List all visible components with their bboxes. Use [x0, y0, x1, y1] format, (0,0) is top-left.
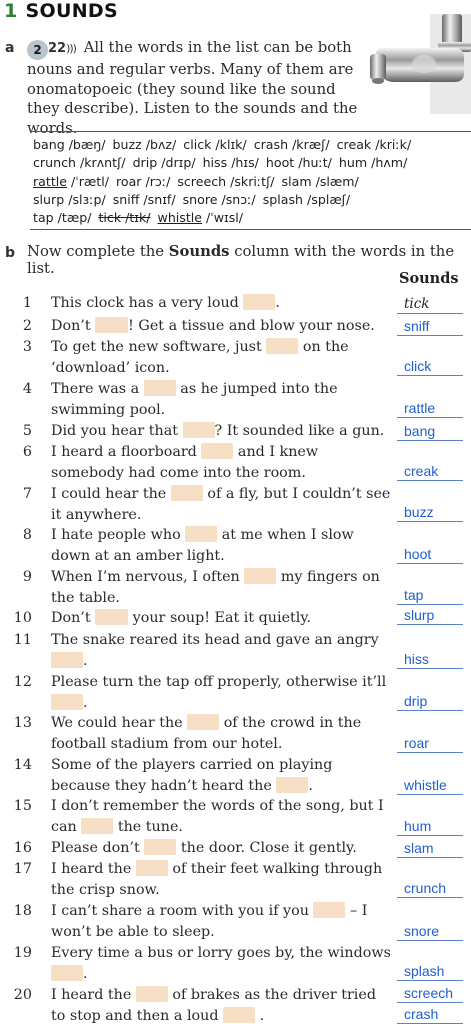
word-list-entry: [113, 137, 177, 152]
answer-gap[interactable]: [183, 422, 215, 438]
section-b-text-bold: Sounds: [168, 243, 230, 260]
answer-gap[interactable]: [51, 694, 83, 710]
answer-gap[interactable]: [266, 338, 298, 354]
item-number: 16: [13, 840, 32, 856]
item-number: 5: [22, 423, 32, 439]
answer-slurp[interactable]: slurp: [397, 607, 463, 625]
item-sentence: [51, 608, 391, 629]
word-list-word: crunch: [33, 155, 76, 171]
answer-gap[interactable]: [95, 609, 128, 625]
word-list-word: roar: [115, 173, 142, 189]
word-list-entry: [263, 192, 350, 207]
item-text: Don’t: [51, 610, 96, 626]
section-b-letter: b: [5, 245, 16, 261]
answer-gap[interactable]: [95, 317, 128, 333]
item-number: 2: [22, 318, 32, 334]
item-number: 6: [22, 444, 32, 460]
item-sentence: [51, 525, 391, 566]
word-list-entry: [337, 137, 412, 152]
word-list-entry: [177, 174, 274, 189]
answer-hiss[interactable]: hiss: [397, 651, 463, 669]
word-list-word: buzz: [112, 137, 142, 152]
word-list-word: tick: [98, 210, 122, 226]
word-list-entry: [203, 155, 259, 170]
word-list-entry: [33, 174, 109, 189]
word-list-entry: [33, 137, 106, 152]
item-text: .: [275, 295, 280, 311]
answer-tick[interactable]: tick: [397, 296, 463, 314]
item-text: on the ‘download’ icon.: [51, 339, 349, 376]
item-number: 15: [13, 798, 32, 814]
item-text: .: [308, 777, 313, 794]
sounds-column-header: Sounds: [399, 270, 459, 287]
item-text: I heard a floorboard: [51, 444, 202, 460]
item-sentence: [51, 630, 391, 671]
word-list-ipa: /slɜːp/: [64, 191, 106, 207]
word-list-entry: [33, 210, 91, 225]
word-list-ipa: /bæŋ/: [64, 137, 106, 152]
answer-gap[interactable]: [171, 485, 203, 501]
answer-gap[interactable]: [313, 902, 345, 918]
answer-gap[interactable]: [51, 965, 83, 981]
word-list-line: [33, 209, 471, 227]
answer-gap[interactable]: [201, 443, 233, 459]
item-text: of the crowd in the football stadium from our hotel.: [51, 715, 362, 752]
item-sentence: [51, 293, 391, 314]
word-list-ipa: /snɪf/: [139, 191, 176, 207]
answer-crunch[interactable]: crunch: [397, 880, 463, 898]
word-list-ipa: /huːt/: [294, 155, 332, 171]
answer-buzz[interactable]: buzz: [397, 504, 463, 522]
item-text: Some of the players carried on playing because they hadn’t heard the: [51, 757, 333, 794]
item-number: 18: [13, 903, 32, 919]
answer-gap[interactable]: [243, 294, 275, 310]
item-text: – I won’t be able to sleep.: [51, 903, 368, 940]
word-list-word: hum: [338, 155, 368, 171]
item-text: .: [255, 1007, 265, 1024]
item-sentence: [51, 796, 391, 837]
word-list-ipa: /bʌz/: [141, 137, 177, 152]
answer-crash[interactable]: crash: [397, 1006, 463, 1024]
item-text: I don’t remember the words of the song, but I can: [51, 798, 384, 835]
word-list-ipa: /krʌntʃ/: [75, 155, 126, 171]
item-text: I heard the: [51, 987, 136, 1003]
item-text: .: [83, 652, 88, 669]
item-text: To get the new software, just: [51, 339, 267, 355]
word-list-line: [33, 136, 471, 154]
item-number: 7: [22, 486, 32, 502]
section-a-letter: a: [5, 40, 15, 56]
item-sentence: [51, 672, 391, 713]
item-text: We could hear the: [51, 715, 188, 731]
item-sentence: [51, 985, 391, 1024]
item-text: ! Get a tissue and blow your nose.: [128, 318, 375, 334]
word-list-word: sniff: [112, 191, 140, 207]
answer-gap[interactable]: [276, 777, 308, 793]
answer-gap[interactable]: [136, 986, 168, 1002]
item-text: and I knew somebody had come into the room.: [51, 444, 319, 481]
word-list-word: hiss: [202, 155, 228, 171]
item-number: 9: [22, 569, 32, 585]
word-list-entry: [113, 192, 176, 207]
answer-gap[interactable]: [144, 839, 176, 855]
answer-snore[interactable]: snore: [397, 923, 463, 941]
word-list-entry: [183, 137, 246, 152]
answer-gap[interactable]: [244, 568, 276, 584]
word-list-ipa: /hɪs/: [227, 155, 259, 171]
item-text: of a fly, but I couldn’t see it anywhere.: [51, 486, 391, 523]
answer-roar[interactable]: roar: [397, 735, 463, 753]
item-sentence: [51, 484, 391, 525]
item-text: I hate people who: [51, 527, 186, 543]
item-text: my fingers on the table.: [51, 569, 380, 606]
word-list-word: screech: [177, 173, 227, 189]
word-list-ipa: /hʌm/: [367, 155, 408, 171]
item-text: The snake reared its head and gave an angry: [51, 632, 379, 648]
answer-gap[interactable]: [51, 652, 83, 668]
word-list-ipa: /kriːk/: [371, 137, 412, 152]
item-number: 4: [22, 381, 32, 397]
exercise-title: [4, 0, 118, 22]
word-list-line: [33, 191, 471, 209]
word-list-box: [30, 131, 471, 230]
answer-screech[interactable]: screech: [397, 985, 463, 1003]
answer-rattle[interactable]: rattle: [397, 400, 463, 418]
word-list-word: crash: [253, 137, 289, 152]
audio-icon: ))): [66, 42, 76, 55]
answer-gap[interactable]: [144, 380, 176, 396]
word-list-entry: [158, 210, 244, 225]
item-text: at me when I slow down at an amber light.: [51, 527, 354, 564]
item-sentence: [51, 421, 391, 442]
item-number: 20: [13, 987, 32, 1003]
answer-splash[interactable]: splash: [397, 963, 463, 981]
word-list-line: [33, 173, 471, 191]
word-list-ipa: /tɪk/: [121, 210, 151, 226]
item-number: 8: [22, 527, 32, 543]
word-list-ipa: /snɔː/: [217, 191, 256, 207]
word-list-word: snore: [182, 191, 218, 207]
section-a-text: All the words in the list can be both nouns and regular verbs. Many of them are onomatopoeic (they sound like the sound they describe). Listen to the sounds and the words.: [27, 39, 358, 137]
item-sentence: [51, 567, 391, 608]
item-text: I could hear the: [51, 486, 171, 502]
word-list-word: click: [183, 137, 212, 152]
item-text: as he jumped into the swimming pool.: [51, 381, 338, 418]
cd-track-number: 22: [48, 41, 67, 56]
word-list-ipa: /splæʃ/: [303, 191, 351, 207]
word-list-ipa: /slæm/: [311, 173, 359, 189]
answer-gap[interactable]: [81, 818, 113, 834]
item-text: I can’t share a room with you if you: [51, 903, 314, 919]
answer-hum[interactable]: hum: [397, 818, 463, 836]
word-list-entry: [254, 137, 330, 152]
item-text: When I’m nervous, I often: [51, 569, 245, 585]
answer-bang[interactable]: bang: [397, 423, 463, 441]
tap-illustration: [368, 14, 471, 114]
item-text: of their feet walking through the crisp snow.: [51, 861, 383, 898]
word-list-entry: [116, 174, 170, 189]
item-number: 14: [13, 757, 32, 773]
word-list-word: splash: [262, 191, 304, 207]
item-text: the door. Close it gently.: [176, 840, 357, 856]
item-text: Please don’t: [51, 840, 145, 856]
item-number: 17: [13, 861, 32, 877]
word-list-entry: [183, 192, 256, 207]
word-list-entry: [282, 174, 359, 189]
exercise-title-text: SOUNDS: [25, 0, 118, 22]
item-number: 12: [13, 674, 32, 690]
section-b-text-start: Now complete the: [27, 243, 169, 260]
word-list-word: bang: [33, 137, 65, 152]
section-b-text-end: column with the words in the list.: [27, 243, 455, 277]
exercise-number: 1: [4, 0, 18, 22]
word-list-word: drip: [132, 155, 158, 171]
word-list-line: [33, 154, 471, 172]
word-list-ipa: /tæp/: [53, 210, 92, 226]
item-number: 11: [13, 632, 32, 648]
answer-gap[interactable]: [187, 714, 219, 730]
word-list-entry: [33, 155, 126, 170]
item-text: ? It sounded like a gun.: [214, 423, 385, 439]
item-text: the tune.: [113, 818, 183, 835]
answer-gap[interactable]: [185, 526, 217, 542]
word-list-ipa: /ˈwɪsl/: [202, 210, 244, 226]
answer-slam[interactable]: slam: [397, 840, 463, 858]
answer-whistle[interactable]: whistle: [397, 777, 463, 795]
item-text: Don’t: [51, 318, 96, 334]
item-sentence: [51, 838, 391, 859]
word-list-ipa: /drɪp/: [157, 155, 196, 171]
answer-tap[interactable]: tap: [397, 587, 463, 605]
item-sentence: [51, 316, 391, 337]
answer-gap[interactable]: [223, 1007, 255, 1023]
word-list-entry: [133, 155, 196, 170]
item-sentence: [51, 943, 391, 984]
answer-click[interactable]: click: [397, 358, 463, 376]
word-list-word: tap: [33, 210, 54, 226]
word-list-entry: [98, 210, 150, 225]
word-list-ipa: /rɔː/: [141, 173, 171, 189]
word-list-ipa: /klɪk/: [211, 137, 247, 152]
item-text: .: [83, 965, 88, 982]
item-number: 3: [22, 339, 32, 355]
word-list-word: slurp: [33, 191, 65, 207]
word-list-word: creak: [336, 137, 372, 152]
word-list-word: rattle: [33, 173, 68, 189]
answer-drip[interactable]: drip: [397, 693, 463, 711]
item-text: There was a: [51, 381, 144, 397]
word-list-entry: [33, 192, 106, 207]
item-sentence: [51, 901, 391, 942]
item-number: 13: [13, 715, 32, 731]
item-number: 1: [22, 295, 32, 311]
item-sentence: [51, 859, 391, 900]
item-text: of brakes as the driver tried to stop and then a loud: [51, 987, 376, 1024]
item-text: Every time a bus or lorry goes by, the windows: [51, 945, 391, 961]
cd-icon: 2: [27, 40, 48, 60]
item-text: Please turn the tap off properly, otherwise it’ll: [51, 674, 387, 690]
word-list-ipa: /ˈrætl/: [67, 173, 109, 189]
word-list-entry: [339, 155, 407, 170]
answer-hoot[interactable]: hoot: [397, 546, 463, 564]
word-list-ipa: /skriːtʃ/: [226, 173, 275, 189]
item-text: This clock has a very loud: [51, 295, 244, 311]
item-text: .: [83, 694, 88, 711]
item-sentence: [51, 755, 391, 796]
word-list-word: slam: [281, 173, 312, 189]
item-sentence: [51, 442, 391, 483]
word-list-word: whistle: [157, 210, 203, 226]
item-text: Did you hear that: [51, 423, 183, 439]
word-list-word: hoot: [265, 155, 295, 171]
answer-creak[interactable]: creak: [397, 463, 463, 481]
item-text: I heard the: [51, 861, 136, 877]
word-list-entry: [266, 155, 332, 170]
item-sentence: [51, 337, 391, 378]
word-list-ipa: /kræʃ/: [288, 137, 330, 152]
item-sentence: [51, 713, 391, 754]
item-number: 19: [13, 945, 32, 961]
item-sentence: [51, 379, 391, 420]
item-text: your soup! Eat it quietly.: [128, 610, 312, 626]
item-number: 10: [13, 610, 32, 626]
section-a-instructions: [27, 38, 367, 138]
answer-gap[interactable]: [136, 860, 168, 876]
answer-sniff[interactable]: sniff: [397, 318, 463, 336]
